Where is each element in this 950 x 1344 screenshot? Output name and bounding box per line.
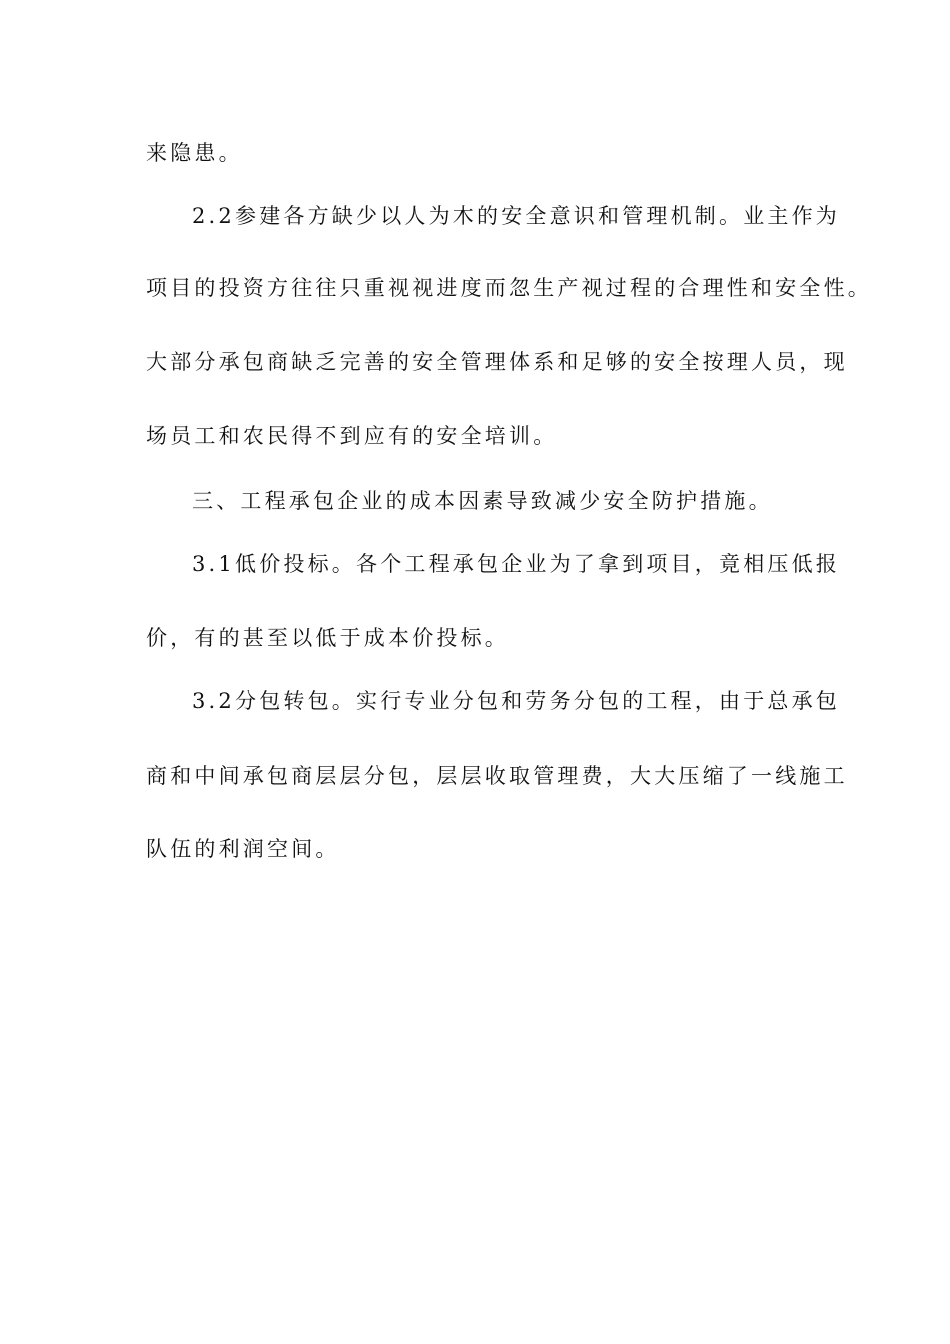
text-line: 价，有的甚至以低于成本价投标。 <box>146 626 509 650</box>
paragraph-3-1-line: 3.1低价投标。各个工程承包企业为了拿到项目，竟相压低报 <box>192 552 840 576</box>
text-line: 来隐患。 <box>146 141 243 165</box>
text-line: 商和中间承包商层层分包，层层收取管理费，大大压缩了一线施工 <box>146 764 848 788</box>
paragraph-3-2-line: 3.2分包转包。实行专业分包和劳务分包的工程，由于总承包 <box>192 689 840 713</box>
text-line: 项目的投资方往往只重视视进度而忽生产视过程的合理性和安全性。 <box>146 276 872 300</box>
section-heading-3: 三、工程承包企业的成本因素导致减少安全防护措施。 <box>192 489 773 513</box>
text-line: 场员工和农民得不到应有的安全培训。 <box>146 424 558 448</box>
text-line: 队伍的利润空间。 <box>146 837 340 861</box>
paragraph-2-2-line: 2.2参建各方缺少以人为木的安全意识和管理机制。业主作为 <box>192 204 840 228</box>
text-line: 大部分承包商缺乏完善的安全管理体系和足够的安全按理人员，现 <box>146 350 848 374</box>
